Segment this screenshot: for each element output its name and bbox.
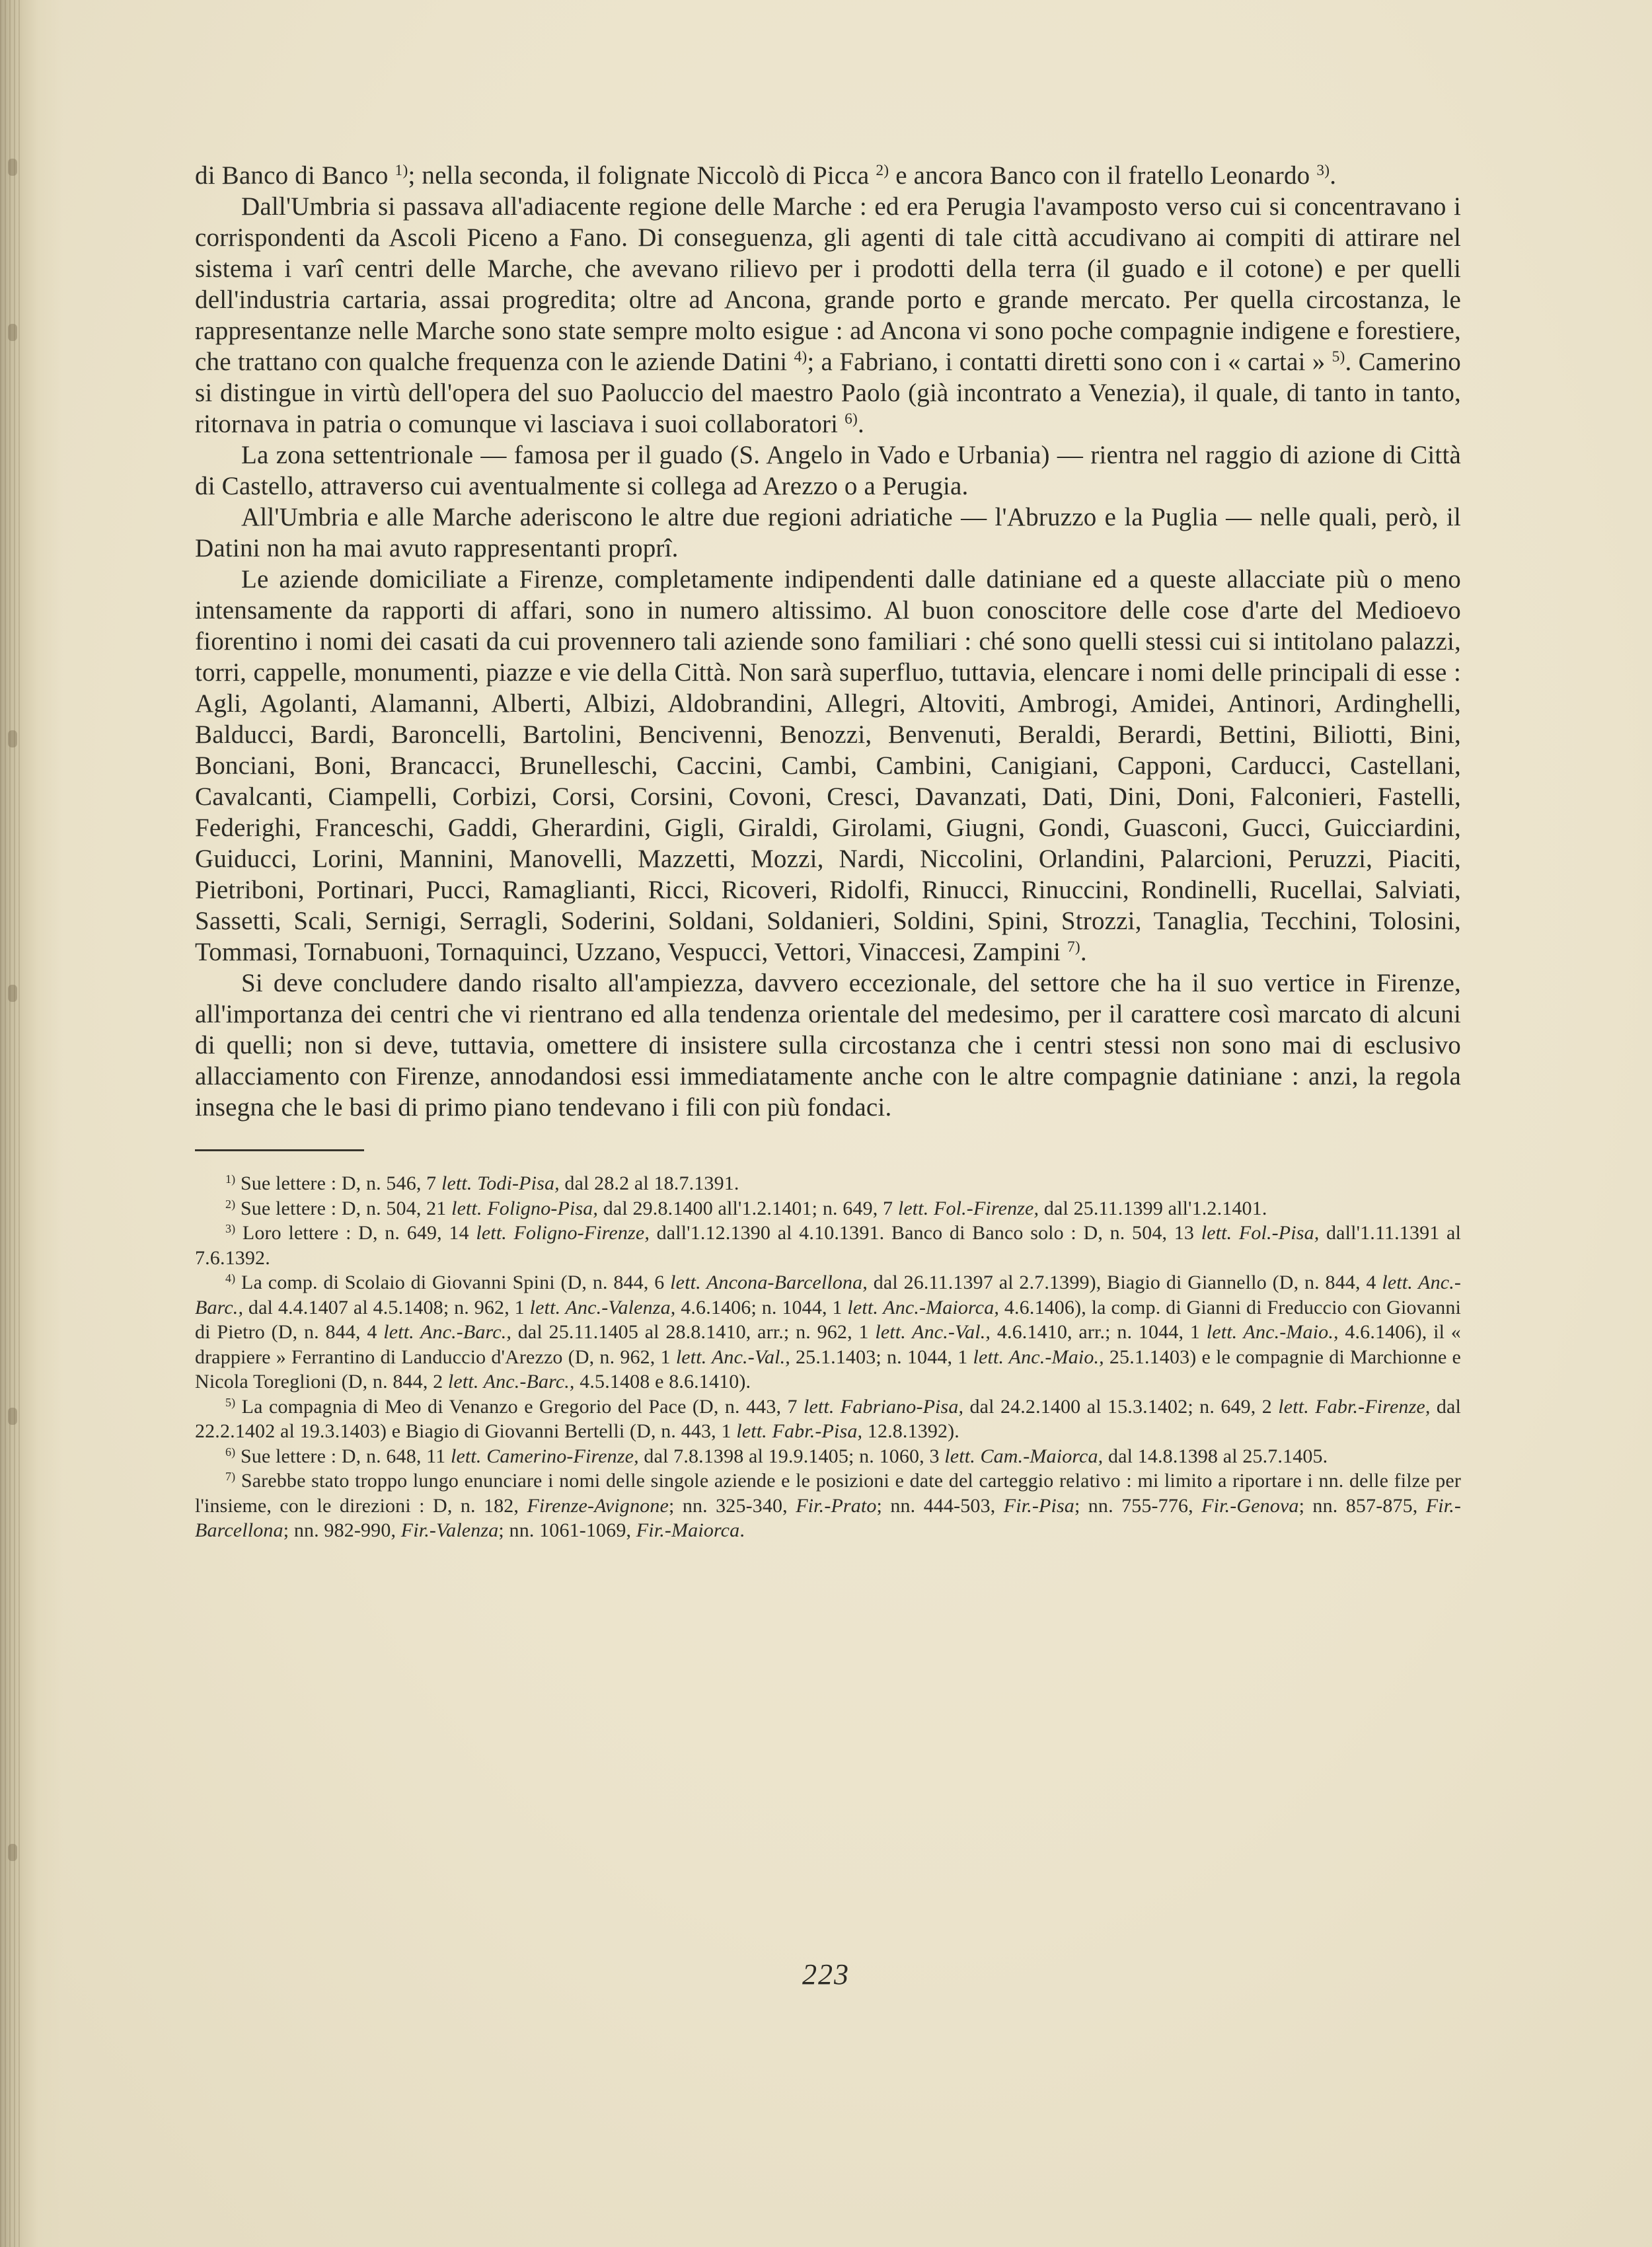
binding-mark [8, 1408, 17, 1425]
footnote-5: $^{5)}$ La compagnia di Meo di Venanzo e Gregorio del Pace (D, n. 443, 7 lett. Fabriano-Pisa, dal 24.2.1400 al 15.3.1402; n. 649, 2 lett. Fabr.-Firenze, dal 22.2.1402 al 19.3.1403) e Biagio di Giovanni Bertelli (D, n. 443, 1 lett. Fabr.-Pisa, 12.8.1392). [195, 1395, 1461, 1442]
footnote-4: $^{4)}$ La comp. di Scolaio di Giovanni Spini (D, n. 844, 6 lett. Ancona-Barcellona, dal 26.11.1397 al 2.7.1399), Biagio di Giannello (D, n. 844, 4 lett. Anc.-Barc., dal 4.4.1407 al 4.5.1408; n. 962, 1 lett. Anc.-Valenza, 4.6.1406; n. 1044, 1 lett. Anc.-Maiorca, 4.6.1406), la comp. di Gianni di Freduccio con Giovanni di Pietro (D, n. 844, 4 lett. Anc.-Barc., dal 25.11.1405 al 28.8.1410, arr.; n. 962, 1 lett. Anc.-Val., 4.6.1410, arr.; n. 1044, 1 lett. Anc.-Maio., 4.6.1406), il « drappiere » Ferrantino di Landuccio d'Arezzo (D, n. 962, 1 lett. Anc.-Val., 25.1.1403; n. 1044, 1 lett. Anc.-Maio., 25.1.1403) e le compagnie di Marchionne e Nicola Toreglioni (D, n. 844, 2 lett. Anc.-Barc., 4.5.1408 e 8.6.1410). [195, 1272, 1462, 1392]
text-column [195, 160, 1461, 1543]
binding-mark [8, 324, 17, 341]
binding-mark [8, 730, 17, 747]
footnote-3: $^{3)}$ Loro lettere : D, n. 649, 14 lett. Foligno-Firenze, dall'1.12.1390 al 4.10.1391. Banco di Banco solo : D, n. 504, 13 lett. Fol.-Pisa, dall'1.11.1391 al 7.6.1392. [195, 1222, 1461, 1269]
body-paragraph-4: All'Umbria e alle Marche aderiscono le altre due regioni adriatiche — l'Abruzzo e la Puglia — nelle quali, però, il Datini non ha mai avuto rappresentanti proprî. [195, 503, 1461, 562]
body-paragraph-2: Dall'Umbria si passava all'adiacente regione delle Marche : ed era Perugia l'avamposto verso cui si concentravano i corrispondenti da Ascoli Piceno a Fano. Di conseguenza, gli agenti di tale città accudivano ai compiti di attirare nel sistema i varî centri delle Marche, che avevano rilievo per i prodotti della terra (il guado e il cotone) e per quelli dell'industria cartaria, assai progredita; oltre ad Ancona, grande porto e grande mercato. Per quella circostanza, le rappresentanze nelle Marche sono state sempre molto esigue : ad Ancona vi sono poche compagnie indigene e forestiere, che trattano con qualche frequenza con le aziende Datini $^{4)}$; a Fabriano, i contatti diretti sono con i « cartai » $^{5)}$. Camerino si distingue in virtù dell'opera del suo Paoluccio del maestro Paolo (già incontrato a Venezia), il quale, di tanto in tanto, ritornava in patria o comunque vi lasciava i suoi collaboratori $^{6)}$. [195, 192, 1461, 438]
page-number: 223 [802, 1958, 850, 1991]
footnotes-section [195, 1171, 1461, 1543]
body-paragraph-3: La zona settentrionale — famosa per il guado (S. Angelo in Vado e Urbania) — rientra nel raggio di azione di Città di Castello, attraverso cui aventualmente si collega ad Arezzo o a Perugia. [195, 441, 1461, 500]
binding-mark [8, 159, 17, 176]
binding-mark [8, 1844, 17, 1861]
footnote-6: $^{6)}$ Sue lettere : D, n. 648, 11 lett. Camerino-Firenze, dal 7.8.1398 al 19.9.1405; n. 1060, 3 lett. Cam.-Maiorca, dal 14.8.1398 al 25.7.1405. [225, 1445, 1328, 1467]
body-paragraph-5: Le aziende domiciliate a Firenze, completamente indipendenti dalle datiniane ed a queste allacciate più o meno intensamente da rapporti di affari, sono in numero altissimo. Al buon conoscitore delle cose d'arte del Medioevo fiorentino i nomi dei casati da cui provennero tali aziende sono familiari : ché sono quelli stessi cui si intitolano palazzi, torri, cappelle, monumenti, piazze e vie della Città. Non sarà superfluo, tuttavia, elencare i nomi delle principali di esse : Agli, Agolanti, Alamanni, Alberti, Albizi, Aldobrandini, Allegri, Altoviti, Ambrogi, Amidei, Antinori, Ardinghelli, Balducci, Bardi, Baroncelli, Bartolini, Bencivenni, Benozzi, Benvenuti, Beraldi, Berardi, Bettini, Biliotti, Bini, Bonciani, Boni, Brancacci, Brunelleschi, Caccini, Cambi, Cambini, Canigiani, Capponi, Carducci, Castellani, Cavalcanti, Ciampelli, Corbizi, Corsi, Corsini, Covoni, Cresci, Davanzati, Dati, Dini, Doni, Falconieri, Fastelli, Federighi, Franceschi, Gaddi, Gherardini, Gigli, Giraldi, Girolami, Giugni, Gondi, Guasconi, Gucci, Guicciardini, Guiducci, Lorini, Mannini, Manovelli, Mazzetti, Mozzi, Nardi, Niccolini, Orlandini, Palarcioni, Peruzzi, Piaciti, Pietriboni, Portinari, Pucci, Ramaglianti, Ricci, Ricoveri, Ridolfi, Rinucci, Rinuccini, Rondinelli, Rucellai, Salviati, Sassetti, Scali, Sernigi, Serragli, Soderini, Soldani, Soldanieri, Soldini, Spini, Strozzi, Tanaglia, Tecchini, Tolosini, Tommasi, Tornabuoni, Tornaquinci, Uzzano, Vespucci, Vettori, Vinaccesi, Zampini $^{7)}$. [195, 565, 1461, 966]
footnote-2: $^{2)}$ Sue lettere : D, n. 504, 21 lett. Foligno-Pisa, dal 29.8.1400 all'1.2.1401; n. 649, 7 lett. Fol.-Firenze, dal 25.11.1399 all'1.2.1401. [225, 1197, 1267, 1219]
binding-mark [8, 985, 17, 1002]
body-paragraph-1: di Banco di Banco $^{1)}$; nella seconda, il folignate Niccolò di Picca $^{2)}$ e ancora Banco con il fratello Leonardo $^{3)}$. [195, 161, 1337, 190]
footnote-1: $^{1)}$ Sue lettere : D, n. 546, 7 lett. Todi-Pisa, dal 28.2 al 18.7.1391. [225, 1172, 739, 1194]
footnote-7: $^{7)}$ Sarebbe stato troppo lungo enunciare i nomi delle singole aziende e le posizioni e date del carteggio relativo : mi limito a riportare i nn. delle filze per l'insieme, con le direzioni : D, n. 182, Firenze-Avignone; nn. 325-340, Fir.-Prato; nn. 444-503, Fir.-Pisa; nn. 755-776, Fir.-Genova; nn. 857-875, Fir.-Barcellona; nn. 982-990, Fir.-Valenza; nn. 1061-1069, Fir.-Maiorca. [195, 1470, 1462, 1541]
footnote-separator-rule [195, 1149, 364, 1151]
body-paragraph-6: Si deve concludere dando risalto all'ampiezza, davvero eccezionale, del settore che ha il suo vertice in Firenze, all'importanza dei centri che vi rientrano ed alla tendenza orientale del medesimo, per il carattere così marcato di alcuni di quelli; non si deve, tuttavia, omettere di insistere sulla circostanza che i centri stessi non sono mai di esclusivo allacciamento con Firenze, annodandosi essi immediatamente anche con le altre compagnie datiniane : anzi, la regola insegna che le basi di primo piano tendevano i fili con più fondaci. [195, 969, 1461, 1122]
